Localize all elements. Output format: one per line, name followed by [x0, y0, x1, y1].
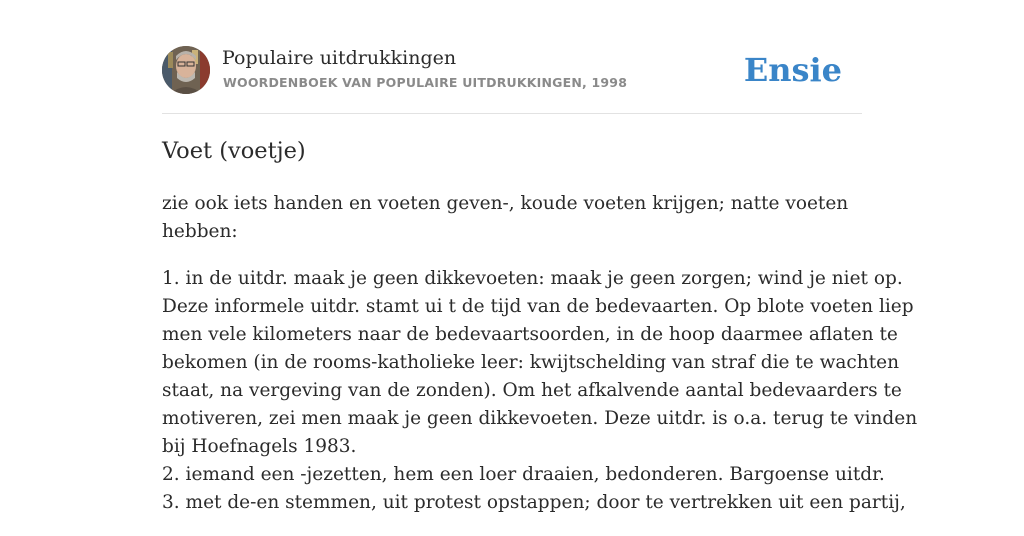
- entry-definition: [162, 265, 918, 517]
- author-portrait-icon: [162, 46, 210, 94]
- text-line: Deze informele uitdr. stamt ui t de tijd van de bedevaarten. Op blote voeten liep: [162, 296, 914, 317]
- header-divider: [162, 113, 862, 114]
- source-header: [162, 46, 862, 96]
- ensie-logo[interactable]: Ensie: [743, 51, 842, 89]
- author-avatar[interactable]: [162, 46, 210, 94]
- text-line: men vele kilometers naar de bedevaartsoorden, in de hoop daarmee aflaten te: [162, 324, 898, 345]
- text-line: bij Hoefnagels 1983.: [162, 436, 357, 457]
- text-line: 3. met de-en stemmen, uit protest opstappen; door te vertrekken uit een partij,: [162, 492, 906, 513]
- text-line: staat, na vergeving van de zonden). Om het afkalvende aantal bedevaarders te: [162, 380, 902, 401]
- text-line: hebben:: [162, 221, 238, 242]
- entry-body: [162, 190, 918, 536]
- text-line: zie ook iets handen en voeten geven-, koude voeten krijgen; natte voeten: [162, 193, 849, 214]
- entry-term: Voet (voetje): [162, 138, 306, 164]
- source-subtitle: WOORDENBOEK VAN POPULAIRE UITDRUKKINGEN, 1998: [223, 75, 628, 90]
- source-title[interactable]: Populaire uitdrukkingen: [222, 47, 457, 69]
- text-line: 1. in de uitdr. maak je geen dikkevoeten: maak je geen zorgen; wind je niet op.: [162, 268, 903, 289]
- text-line: bekomen (in de rooms-katholieke leer: kwijtschelding van straf die te wachten: [162, 352, 900, 373]
- text-line: motiveren, zei men maak je geen dikkevoeten. Deze uitdr. is o.a. terug te vinden: [162, 408, 918, 429]
- text-line: 2. iemand een -jezetten, hem een loer draaien, bedonderen. Bargoense uitdr.: [162, 464, 885, 485]
- entry-intro: [162, 190, 862, 246]
